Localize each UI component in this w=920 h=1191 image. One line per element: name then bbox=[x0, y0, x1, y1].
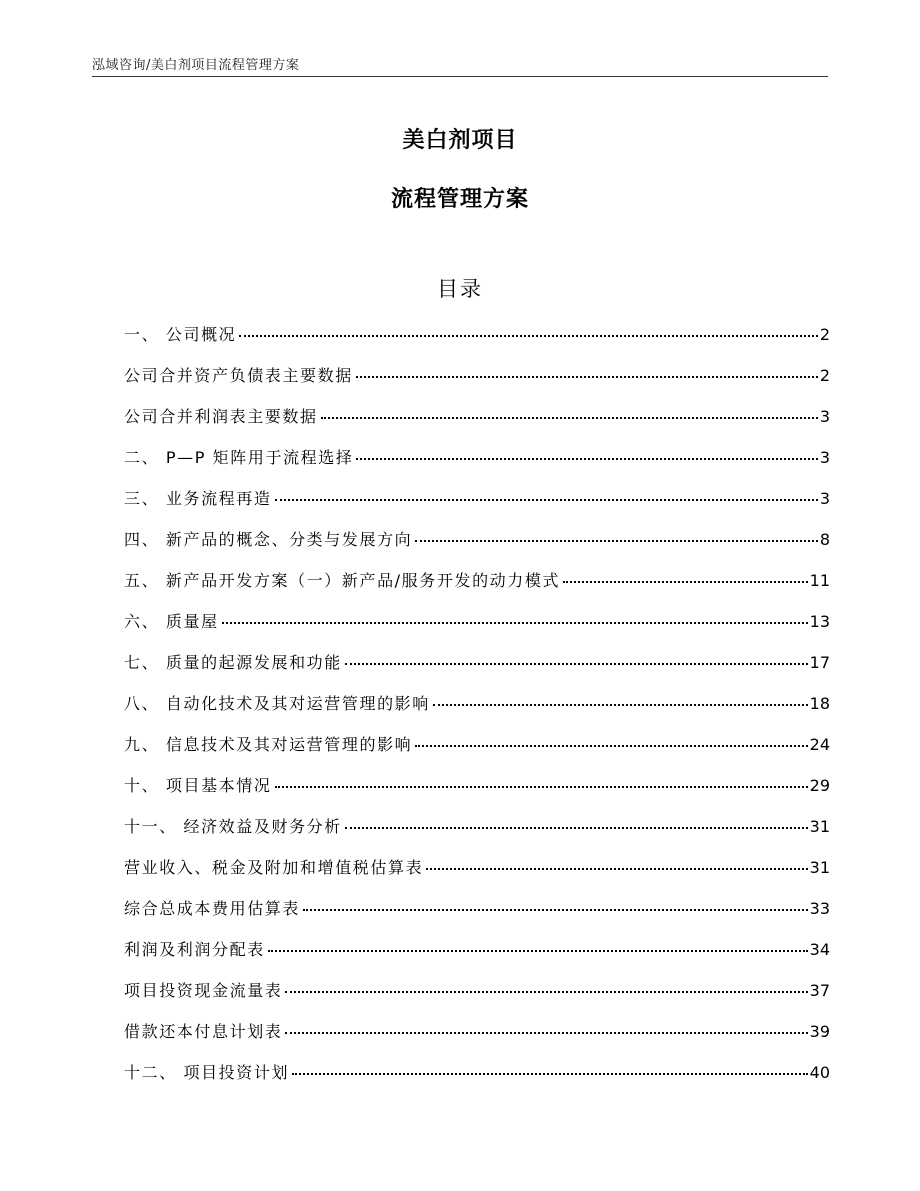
toc-entry[interactable] bbox=[124, 322, 830, 363]
toc-entry-label: 八、 自动化技术及其对运营管理的影响 bbox=[124, 694, 430, 713]
toc-entry-page: 8 bbox=[819, 530, 830, 549]
toc-entry-page: 33 bbox=[809, 899, 830, 918]
toc-dot-leader bbox=[345, 827, 808, 829]
toc-entry[interactable] bbox=[124, 650, 830, 691]
toc-entry-page: 3 bbox=[819, 489, 830, 508]
toc-dot-leader bbox=[268, 950, 808, 952]
toc-entry-label: 借款还本付息计划表 bbox=[124, 1022, 283, 1041]
toc-dot-leader bbox=[292, 1073, 808, 1075]
toc-entry-page: 24 bbox=[809, 735, 830, 754]
toc-dot-leader bbox=[426, 868, 807, 870]
toc-entry-label: 三、 业务流程再造 bbox=[124, 489, 272, 508]
header-divider bbox=[92, 76, 828, 77]
toc-dot-leader bbox=[275, 786, 808, 788]
toc-dot-leader bbox=[356, 376, 818, 378]
toc-entry[interactable] bbox=[124, 896, 830, 937]
toc-entry-label: 五、 新产品开发方案（一）新产品/服务开发的动力模式 bbox=[124, 571, 561, 590]
toc-entry[interactable] bbox=[124, 937, 830, 978]
toc-dot-leader bbox=[356, 458, 817, 460]
toc-dot-leader bbox=[285, 991, 807, 993]
toc-entry-label: 七、 质量的起源发展和功能 bbox=[124, 653, 342, 672]
toc-entry[interactable] bbox=[124, 732, 830, 773]
toc-entry-page: 31 bbox=[809, 817, 830, 836]
toc-heading: 目录 bbox=[437, 277, 483, 301]
toc-entry-page: 11 bbox=[809, 571, 830, 590]
toc-entry-label: 项目投资现金流量表 bbox=[124, 981, 283, 1000]
toc-entry-page: 2 bbox=[819, 366, 830, 385]
toc-entry-label: 营业收入、税金及附加和增值税估算表 bbox=[124, 858, 424, 877]
toc-dot-leader bbox=[222, 622, 808, 624]
toc-entry-label: 十、 项目基本情况 bbox=[124, 776, 272, 795]
toc-entry[interactable] bbox=[124, 568, 830, 609]
toc-entry-page: 37 bbox=[809, 981, 830, 1000]
toc-dot-leader bbox=[415, 745, 807, 747]
toc-entry-label: 四、 新产品的概念、分类与发展方向 bbox=[124, 530, 413, 549]
toc-entry-label: 综合总成本费用估算表 bbox=[124, 899, 301, 918]
toc-entry[interactable] bbox=[124, 609, 830, 650]
toc-entry[interactable] bbox=[124, 486, 830, 527]
toc-entry-page: 29 bbox=[809, 776, 830, 795]
toc-entry-label: 一、 公司概况 bbox=[124, 325, 237, 344]
toc-entry-page: 40 bbox=[809, 1063, 830, 1082]
toc-entry-label: 十二、 项目投资计划 bbox=[124, 1063, 290, 1082]
toc-entry-label: 二、 P—P 矩阵用于流程选择 bbox=[124, 448, 354, 467]
toc-entry-page: 3 bbox=[819, 448, 830, 467]
toc-dot-leader bbox=[285, 1032, 807, 1034]
toc-entry[interactable] bbox=[124, 445, 830, 486]
toc-entry[interactable] bbox=[124, 855, 830, 896]
toc-entry[interactable] bbox=[124, 978, 830, 1019]
toc-entry-page: 3 bbox=[819, 407, 830, 426]
toc-entry[interactable] bbox=[124, 404, 830, 445]
toc-dot-leader bbox=[275, 499, 818, 501]
toc-entry-label: 九、 信息技术及其对运营管理的影响 bbox=[124, 735, 413, 754]
toc-entry-page: 34 bbox=[809, 940, 830, 959]
table-of-contents bbox=[124, 322, 830, 1101]
toc-entry-page: 31 bbox=[809, 858, 830, 877]
toc-entry[interactable] bbox=[124, 363, 830, 404]
toc-entry-label: 公司合并利润表主要数据 bbox=[124, 407, 318, 426]
toc-entry-label: 十一、 经济效益及财务分析 bbox=[124, 817, 342, 836]
toc-entry[interactable] bbox=[124, 527, 830, 568]
document-title-line-1: 美白剂项目 bbox=[402, 128, 518, 153]
toc-entry[interactable] bbox=[124, 691, 830, 732]
toc-dot-leader bbox=[415, 540, 818, 542]
toc-entry-page: 13 bbox=[809, 612, 830, 631]
toc-entry[interactable] bbox=[124, 814, 830, 855]
toc-entry-page: 39 bbox=[809, 1022, 830, 1041]
toc-dot-leader bbox=[563, 581, 808, 583]
toc-entry-page: 18 bbox=[809, 694, 830, 713]
toc-dot-leader bbox=[433, 704, 808, 706]
document-title-line-2: 流程管理方案 bbox=[390, 187, 529, 212]
toc-entry[interactable] bbox=[124, 1019, 830, 1060]
toc-entry[interactable] bbox=[124, 773, 830, 814]
toc-entry-page: 17 bbox=[809, 653, 830, 672]
toc-dot-leader bbox=[239, 335, 818, 337]
toc-dot-leader bbox=[345, 663, 808, 665]
toc-entry-label: 六、 质量屋 bbox=[124, 612, 219, 631]
toc-dot-leader bbox=[321, 417, 818, 419]
toc-entry[interactable] bbox=[124, 1060, 830, 1101]
toc-dot-leader bbox=[303, 909, 808, 911]
toc-entry-page: 2 bbox=[819, 325, 830, 344]
toc-entry-label: 公司合并资产负债表主要数据 bbox=[124, 366, 353, 385]
toc-entry-label: 利润及利润分配表 bbox=[124, 940, 265, 959]
page-header: 泓域咨询/美白剂项目流程管理方案 bbox=[92, 58, 300, 73]
